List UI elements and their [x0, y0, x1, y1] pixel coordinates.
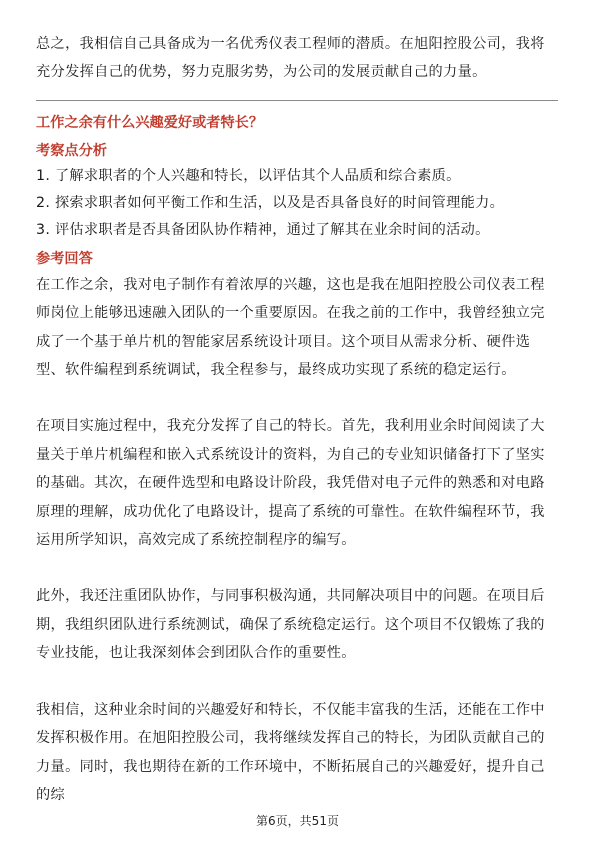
answer-paragraph-2: 在项目实施过程中，我充分发挥了自己的特长。首先，我利用业余时间阅读了大量关于单片机编程和嵌入式系统设计的资料，为自己的专业知识储备打下了坚实的基础。其次，在硬件选型和电路设计阶段，我凭借对电子元件的熟悉和对电路原理的理解，成功优化了电路设计，提高了系统的可靠性。在软件编程环节，我运用所学知识，高效完成了系统控制程序的编写。 — [36, 418, 545, 549]
analysis-point-2: 2. 探索求职者如何平衡工作和生活，以及是否具备良好的时间管理能力。 — [36, 194, 505, 211]
question-heading: 工作之余有什么兴趣爱好或者特长？ — [36, 114, 264, 131]
answer-label: 参考回答 — [36, 250, 93, 267]
analysis-label: 考察点分析 — [36, 142, 107, 159]
answer-paragraph-3: 此外，我还注重团队协作，与同事积极沟通，共同解决项目中的问题。在项目后期，我组织团队进行系统测试，确保了系统稳定运行。这个项目不仅锻炼了我的专业技能，也让我深刻体会到团队合作的重要性。 — [36, 588, 545, 662]
intro-paragraph: 总之，我相信自己具备成为一名优秀仪表工程师的潜质。在旭阳控股公司，我将充分发挥自己的优势，努力克服劣势，为公司的发展贡献自己的力量。 — [36, 36, 545, 81]
page-footer: 第6页，共51页 — [256, 814, 339, 828]
document-page — [36, 30, 558, 809]
section-divider — [36, 100, 558, 101]
answer-paragraph-4: 我相信，这种业余时间的兴趣爱好和特长，不仅能丰富我的生活，还能在工作中发挥积极作用。在旭阳控股公司，我将继续发挥自己的特长，为团队贡献自己的力量。同时，我也期待在新的工作环境中，不断拓展自己的兴趣爱好，提升自己的综 — [36, 701, 545, 803]
analysis-point-3: 3. 评估求职者是否具备团队协作精神，通过了解其在业余时间的活动。 — [36, 221, 490, 238]
analysis-point-1: 1. 了解求职者的个人兴趣和特长，以评估其个人品质和综合素质。 — [36, 167, 461, 184]
answer-paragraph-1: 在工作之余，我对电子制作有着浓厚的兴趣，这也是我在旭阳控股公司仪表工程师岗位上能够迅速融入团队的一个重要原因。在我之前的工作中，我曾经独立完成了一个基于单片机的智能家居系统设计项目。这个项目从需求分析、硬件选型、软件编程到系统调试，我全程参与，最终成功实现了系统的稳定运行。 — [36, 276, 545, 379]
